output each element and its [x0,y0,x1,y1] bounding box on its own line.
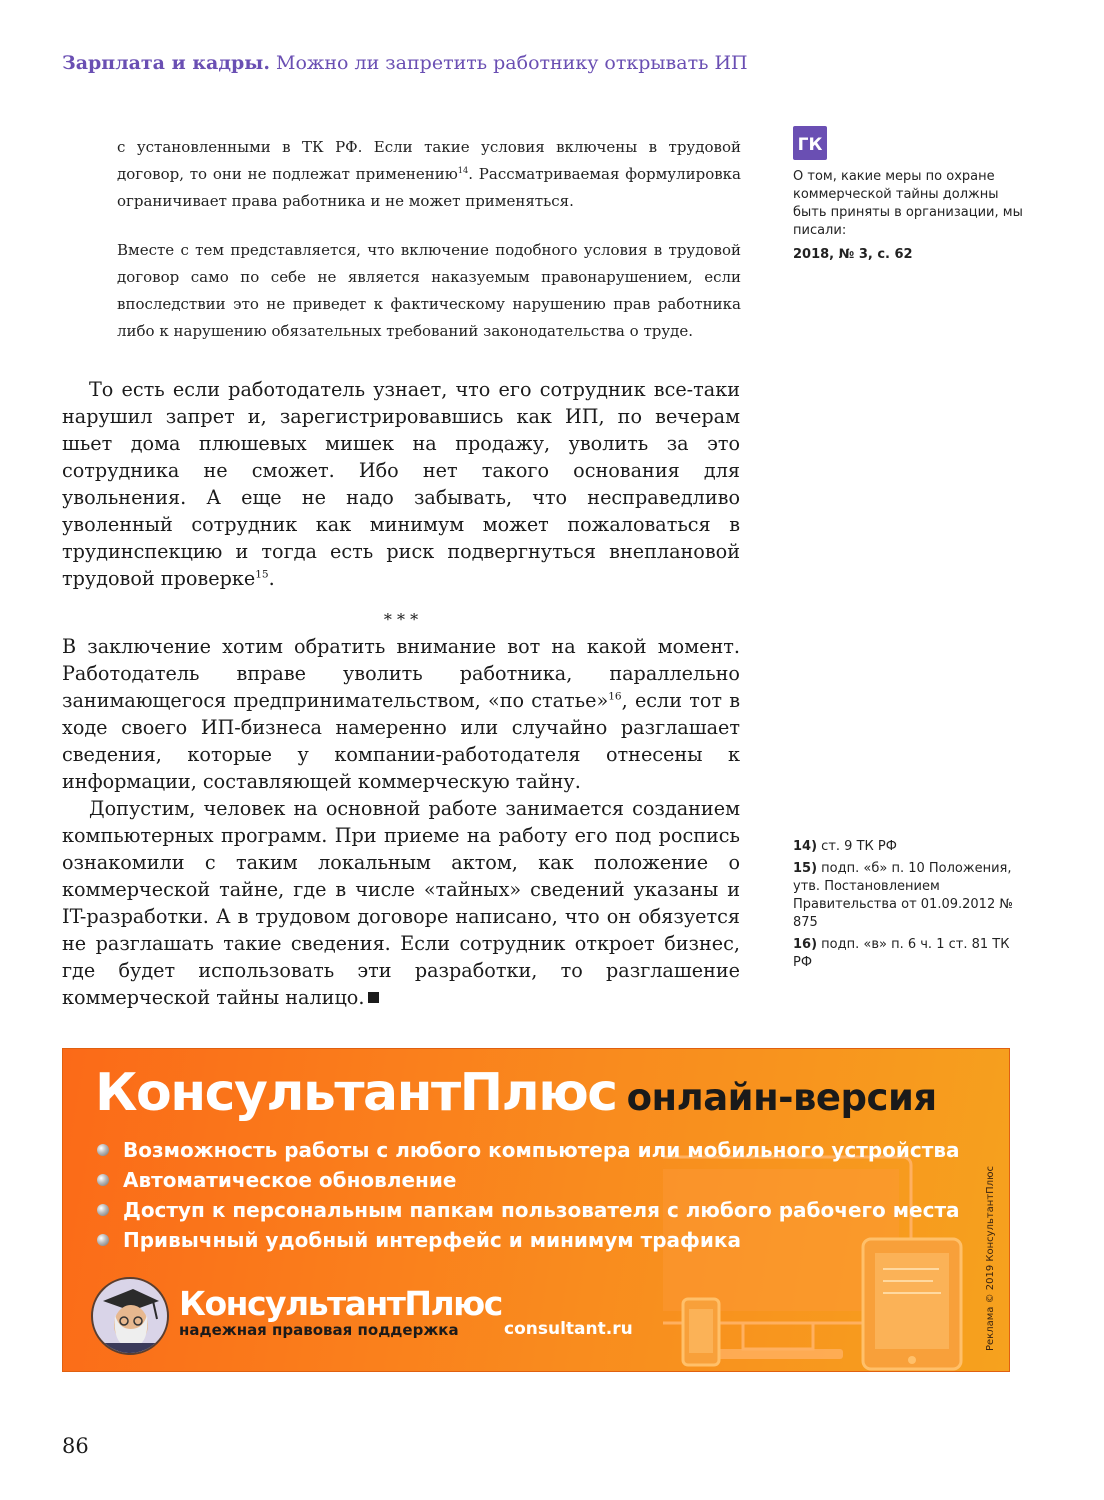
ad-legal-note: Реклама © 2019 КонсультантПлюс [985,1166,996,1351]
footnote-text: ст. 9 ТК РФ [817,839,897,854]
footnote-text: подп. «б» п. 10 Положения, утв. Постановлением Правительства от 01.09.2012 № 875 [793,861,1013,930]
ad-logo-name: КонсультантПлюс [179,1284,502,1323]
footnote-number: 14) [793,839,818,854]
ad-feature-item [97,1165,960,1195]
bullet-icon [97,1174,109,1186]
ad-title [95,1063,937,1123]
body-paragraph-2: В заключение хотим обратить внимание вот на какой момент. Работодатель вправе уволить работника, параллельно занимающегося предпринимательством, «по статье»$^{16}$, если тот в ходе своего ИП-бизнеса намеренно или случайно разглашает сведения, которые у компании-работодателя отнесены к информации, составляющей коммерческую тайну. [62,635,740,793]
ad-brand: КонсультантПлюс [95,1063,617,1123]
header-section: Зарплата и кадры. [62,52,270,74]
footnote-16 [793,936,1013,972]
quoted-block [117,134,741,345]
ad-url-link[interactable]: consultant.ru [504,1319,633,1339]
bullet-icon [97,1234,109,1246]
footnote-14 [793,838,1013,856]
body-paragraph-3 [62,795,740,1011]
footnote-number: 16) [793,937,818,952]
quote-paragraph-1: с установленными в ТК РФ. Если такие условия включены в трудовой договор, то они не подлежат применению$^{14}$. Рассматриваемая формулировка ограничивает права работника и не может применяться. [117,138,742,210]
page-number: 86 [62,1434,89,1458]
professor-mascot-icon [91,1277,169,1355]
section-separator: * * * [383,610,419,629]
end-of-article-mark [368,992,379,1003]
quote-paragraph-2: Вместе с тем представляется, что включение подобного условия в трудовой договор само по себе не является наказуемым правонарушением, если впоследствии это не приведет к фактическому нарушению прав работника либо к нарушению обязательных требований законодательства о труде. [117,241,741,340]
body-paragraph-3-text: Допустим, человек на основной работе занимается созданием компьютерных программ. При приеме на работу его под роспись ознакомили с таким локальным актом, как положение о коммерческой тайне, где в числе «тайных» сведений указаны и IT-разработки. А в трудовом договоре написано, что он обязуется не разглашать такие сведения. Если сотрудник откроет бизнес, где будет использовать эти разработки, то разглашение коммерческой тайны налицо. [62,797,740,1009]
sidebar-note [793,168,1023,264]
ad-feature-list [97,1135,960,1255]
header-title: Можно ли запретить работнику открывать ИП [276,52,748,74]
ad-logo [179,1284,502,1339]
gk-logo-icon [793,126,827,160]
footnote-15 [793,860,1013,932]
ad-feature-text: Автоматическое обновление [123,1168,457,1192]
ad-feature-text: Привычный удобный интерфейс и минимум трафика [123,1228,741,1252]
footnote-reference[interactable]: 15 [255,568,269,581]
ad-feature-text: Возможность работы с любого компьютера или мобильного устройства [123,1138,960,1162]
advertisement-banner[interactable] [62,1048,1010,1372]
ad-brand-suffix: онлайн-версия [626,1076,937,1119]
ad-feature-item [97,1195,960,1225]
footnote-reference[interactable]: 14 [457,165,469,176]
sidebar-note-reference: 2018, № 3, с. 62 [793,247,913,262]
bullet-icon [97,1204,109,1216]
footnote-text: подп. «в» п. 6 ч. 1 ст. 81 ТК РФ [793,937,1010,970]
footnotes [793,838,1013,976]
footnote-number: 15) [793,861,818,876]
sidebar-note-text: О том, какие меры по охране коммерческой тайны должны быть приняты в организации, мы писали: [793,169,1023,238]
bullet-icon [97,1144,109,1156]
article-body [62,376,740,1011]
ad-feature-item [97,1225,960,1255]
gk-logo-text: ГК [797,135,823,155]
ad-logo-tagline: надежная правовая поддержка [179,1321,459,1339]
ad-feature-item [97,1135,960,1165]
ad-feature-text: Доступ к персональным папкам пользователя с любого рабочего места [123,1198,960,1222]
footnote-reference[interactable]: 16 [608,690,622,703]
body-paragraph-1: То есть если работодатель узнает, что его сотрудник все-таки нарушил запрет и, зарегистрировавшись как ИП, по вечерам шьет дома плюшевых мишек на продажу, уволить за это сотрудника не сможет. Ибо нет такого основания для увольнения. А еще не надо забывать, что несправедливо уволенный сотрудник как минимум может пожаловаться в трудинспекцию и тогда есть риск подвергнуться внеплановой трудовой проверке$^{15}$. [62,378,740,590]
running-header [62,52,748,74]
